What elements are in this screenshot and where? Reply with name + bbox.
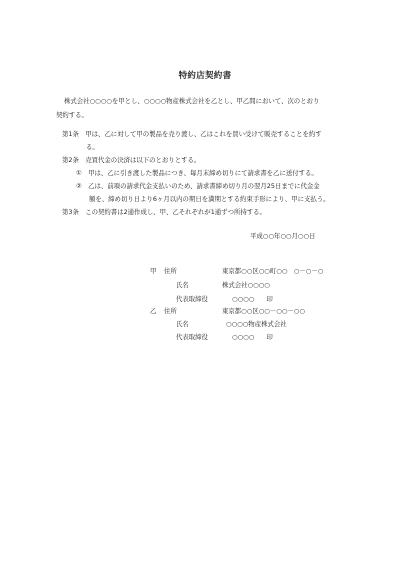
party-b-mark: 乙 [150,307,157,315]
party-a-name: 株式会社○○○○ [222,281,270,289]
article-2-item-1: ① 甲は、乙に引き渡した製品につき、毎月末締め切りにて請求書を乙に送付する。 [76,169,318,177]
document-title: 特約店契約書 [178,71,232,81]
party-a-seal: 印 [266,295,273,303]
party-a-rep-name: ○○○○ [232,295,255,303]
party-b-seal: 印 [266,333,273,341]
contract-date: 平成○○年○○月○○日 [250,232,316,240]
party-a-mark: 甲 [150,267,157,275]
party-b-rep-line [232,334,273,340]
party-b-name: ○○○○物産株式会社 [226,320,287,328]
article-1-line-1: 第1条 甲は、乙に対して甲の製品を売り渡し、乙はこれを買い受けて販売することを約す [62,130,322,138]
party-b-address: 東京都○○区○○－○○－○○ [222,307,305,315]
party-a-rep-line [232,296,273,302]
article-1-line-2: る。 [86,143,99,151]
party-b-rep-label: 代表取締役 [176,333,208,341]
article-2: 第2条 売買代金の決済は以下のとおりとする。 [62,156,201,164]
intro-paragraph-line-2: 契約する。 [56,111,88,119]
article-2-item-2-line-2: 額を、締め切り日より6ヶ月以内の期日を満期とする約束手形により、甲に支払う。 [89,195,330,203]
party-b-rep-name: ○○○○ [232,333,255,341]
article-2-item-2-line-1: ② 乙は、前項の請求代金支払いのため、請求書締め切り月の翌月25日までに代金金 [76,182,320,190]
party-b-name-label: 氏名 [176,320,189,328]
party-b-address-label: 住所 [164,307,177,315]
party-a-rep-label: 代表取締役 [176,295,208,303]
party-a-address-label: 住所 [164,267,177,275]
party-a-name-label: 氏名 [176,281,189,289]
article-3: 第3条 この契約書は2通作成し、甲、乙それぞれが1通ずつ所持する。 [62,208,266,216]
party-a-address: 東京都○○区○○町○○ ○－○－○ [222,267,324,275]
intro-paragraph-line-1: 株式会社○○○○を甲とし、○○○○物産株式会社を乙とし、甲乙間において、次のとおり [64,97,320,105]
